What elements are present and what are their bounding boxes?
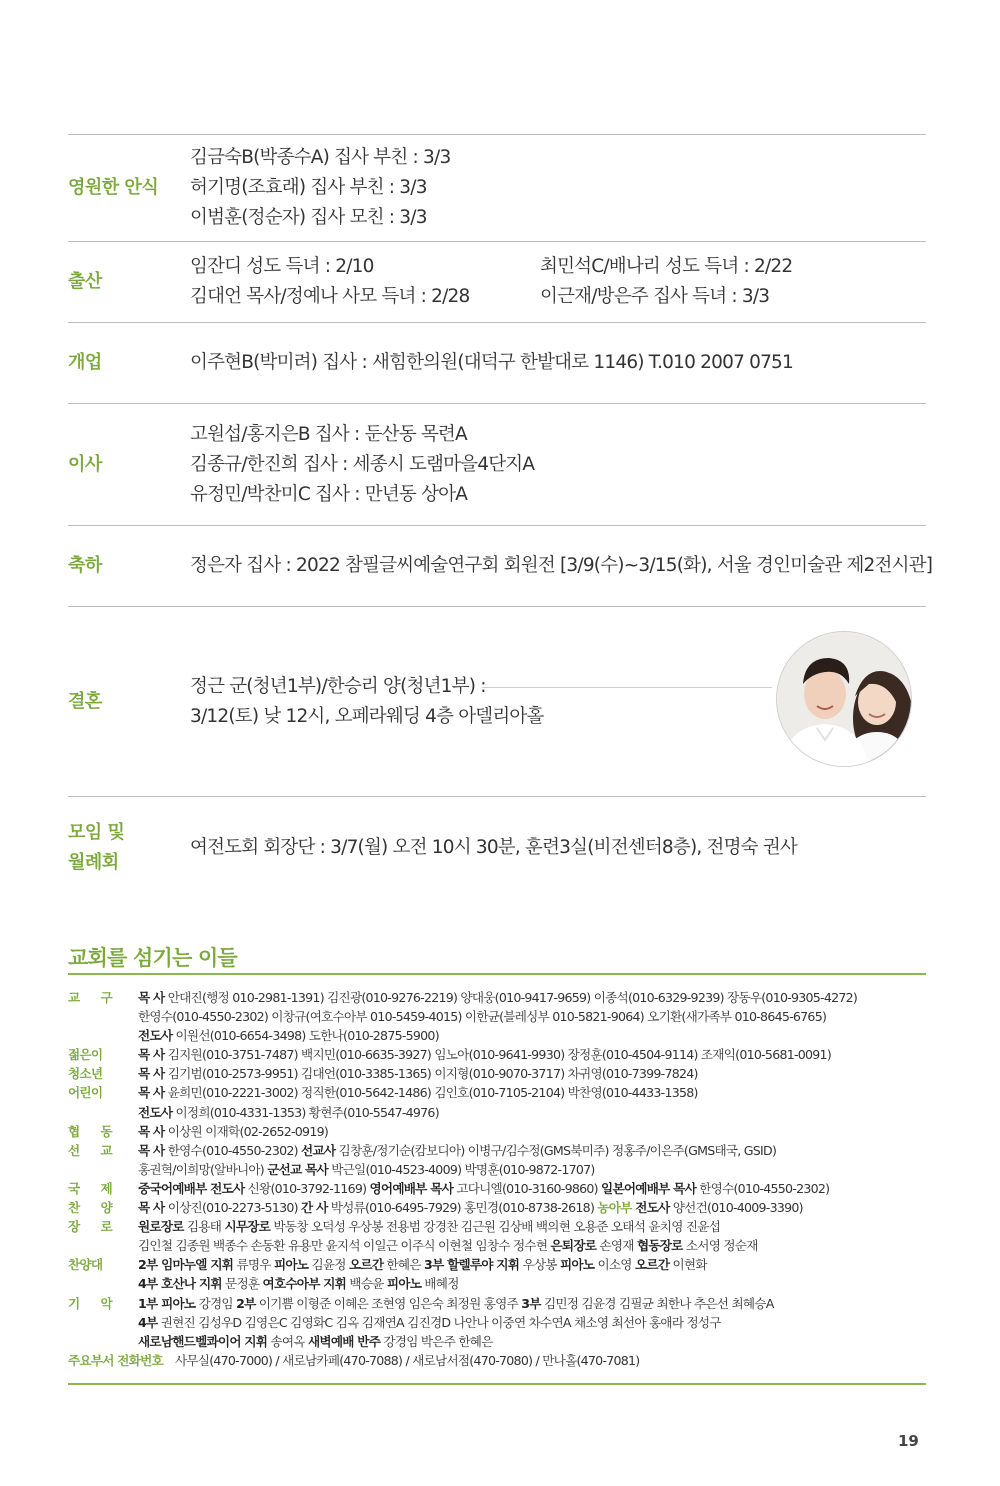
directory-row-coop xyxy=(68,1122,928,1141)
category-label: 축하 xyxy=(68,555,102,576)
category-label: 이사 xyxy=(68,453,102,475)
role-title: 목 사 xyxy=(138,1085,165,1101)
role-title: 군선교 목사 xyxy=(267,1161,328,1177)
staff-list: 강경임 xyxy=(195,1295,237,1311)
staff-list: 이기쁨 이형준 이혜은 조현영 임은숙 최정원 홍영주 xyxy=(255,1295,522,1311)
news-body xyxy=(190,143,926,233)
news-line: 정근 군(청년1부)/한승리 양(청년1부) : xyxy=(190,675,486,697)
staff-list: 이원선(010-6654-3498) 도한나(010-2875-5900) xyxy=(172,1028,439,1044)
directory-label: 장 로 xyxy=(68,1219,121,1235)
directory-label: 어린이 xyxy=(68,1085,103,1101)
directory-content xyxy=(138,1198,928,1217)
news-row-opening xyxy=(68,323,926,404)
page-number: 19 xyxy=(898,1432,919,1450)
news-body xyxy=(190,252,926,312)
news-line: 여전도회 회장단 : 3/7(월) 오전 10시 30분, 훈련3실(비전센터8층), 전명숙 권사 xyxy=(190,837,797,858)
role-title: 4부 호산나 지휘 xyxy=(138,1276,222,1292)
directory-label: 선 교 xyxy=(68,1142,121,1158)
staff-list: 박동창 오덕성 우상봉 전용범 강경찬 김근원 김상배 백의현 오용준 오태석 윤치영 진윤섭 xyxy=(270,1219,721,1235)
role-title: 피아노 xyxy=(273,1257,309,1273)
news-column-right xyxy=(540,252,792,312)
church-news-table xyxy=(68,134,933,899)
news-line: 3/12(토) 낮 12시, 오페라웨딩 4층 아델리아홀 xyxy=(190,705,544,727)
category-label xyxy=(68,818,190,878)
staff-list: 김민정 김윤경 김필균 최한나 추은선 최혜승A xyxy=(540,1295,774,1311)
staff-list: 김기범(010-2573-9951) 김대언(010-3385-1365) 이지형(010-9070-3717) 차귀영(010-7399-7824) xyxy=(164,1066,698,1082)
staff-list: 한영수(010-4550-2302) xyxy=(696,1180,830,1196)
category-label-line: 월례회 xyxy=(68,852,119,873)
directory-row-instruments xyxy=(68,1294,928,1351)
directory-content xyxy=(138,988,928,1045)
directory-label: 주요부서 전화번호 xyxy=(68,1352,163,1368)
role-title: 협동장로 xyxy=(636,1238,683,1254)
role-title: 원로장로 xyxy=(138,1219,184,1235)
directory-content xyxy=(138,1083,928,1121)
role-title: 오르간 xyxy=(348,1257,384,1273)
directory-row-teen xyxy=(68,1064,928,1083)
directory-label: 젊은이 xyxy=(68,1047,103,1063)
directory-label: 협 동 xyxy=(68,1123,121,1139)
role-title: 4부 xyxy=(138,1314,158,1330)
directory-row-elders xyxy=(68,1217,928,1255)
directory-row-choir xyxy=(68,1255,928,1293)
directory-row-praise xyxy=(68,1198,928,1217)
role-title: 피아노 xyxy=(559,1257,595,1273)
role-title: 목 사 xyxy=(138,990,165,1005)
directory-label: 기 악 xyxy=(68,1295,121,1311)
section-rule xyxy=(68,1383,926,1385)
role-title: 여호수아부 지휘 xyxy=(262,1276,347,1292)
role-title: 2부 임마누엘 지휘 xyxy=(138,1257,234,1273)
phone-list: 사무실(470-7000) / 새로남카페(470-7088) / 새로남서점(470-7080) / 만나홀(470-7081) xyxy=(174,1352,640,1368)
news-column-left xyxy=(190,252,540,312)
directory-content xyxy=(68,1351,928,1370)
role-title: 새로남핸드벨콰이어 지휘 xyxy=(138,1333,268,1349)
staff-list: 손영재 xyxy=(596,1238,637,1254)
staff-list: 소서영 정순재 xyxy=(682,1238,758,1254)
category-label-line: 모임 및 xyxy=(68,822,125,843)
staff-list: 이상진(010-2273-5130) xyxy=(164,1200,302,1216)
news-row-congrats xyxy=(68,526,933,607)
staff-list: 김용태 xyxy=(183,1219,225,1235)
news-body xyxy=(190,420,926,510)
role-title: 새벽예배 반주 xyxy=(307,1333,381,1349)
role-title: 3부 할렐루야 지휘 xyxy=(424,1257,520,1273)
staff-list: 권현진 김성우D 김영은C 김영화C 김옥 김재연A 김진경D 나안나 이중연 차수연A 채소영 최선아 홍애라 정성구 xyxy=(157,1314,721,1330)
news-body xyxy=(190,348,926,378)
directory-row-youth xyxy=(68,1045,928,1064)
staff-list: 양선건(010-4009-3390) xyxy=(669,1200,803,1216)
directory-label: 교 구 xyxy=(68,990,121,1005)
staff-list: 류명우 xyxy=(233,1257,274,1273)
directory-row-mission xyxy=(68,1141,928,1179)
role-title: 전도사 xyxy=(138,1104,173,1120)
news-row-wedding xyxy=(68,607,926,797)
role-title: 은퇴장로 xyxy=(550,1238,597,1254)
staff-list: 백승윤 xyxy=(346,1276,387,1292)
directory-label: 국 제 xyxy=(68,1180,121,1196)
staff-list: 안대진(행정 010-2981-1391) 김진광(010-9276-2219) 양대웅(010-9417-9659) 이종석(010-6329-9239) 장동우(010-9305-4272) xyxy=(164,990,858,1005)
directory-row-intl xyxy=(68,1179,928,1198)
department-name: 농아부 xyxy=(597,1200,632,1216)
role-title: 목 사 xyxy=(138,1066,165,1082)
category-label: 영원한 안식 xyxy=(68,177,159,198)
category-label: 개업 xyxy=(68,352,102,373)
directory-content xyxy=(138,1141,928,1179)
news-line: 김대언 목사/정예나 사모 득녀 : 2/28 xyxy=(190,286,470,307)
role-title: 목 사 xyxy=(138,1123,165,1139)
staff-list: 김창훈/정기순(캄보디아) 이병구/김수정(GMS북미주) 정홍주/이은주(GMS태국, GSID) xyxy=(335,1142,777,1158)
role-title: 전도사 xyxy=(631,1200,670,1216)
role-title: 1부 피아노 xyxy=(138,1295,196,1311)
staff-list: 배혜정 xyxy=(421,1276,459,1292)
directory-label: 청소년 xyxy=(68,1066,103,1082)
staff-list: 한영수(010-4550-2302) xyxy=(164,1142,302,1158)
directory-row-children xyxy=(68,1083,928,1121)
staff-list: 이현화 xyxy=(669,1257,707,1273)
role-title: 중국어예배부 전도사 xyxy=(138,1180,245,1196)
staff-list: 우상봉 xyxy=(519,1257,560,1273)
news-body xyxy=(190,833,926,863)
role-title: 간 사 xyxy=(301,1200,328,1216)
role-title: 목 사 xyxy=(138,1200,165,1216)
staff-list: 송여옥 xyxy=(267,1333,308,1349)
news-row-birth xyxy=(68,242,926,323)
directory-content xyxy=(138,1045,928,1064)
news-line: 이범훈(정순자) 집사 모친 : 3/3 xyxy=(190,207,427,228)
wedding-couple-photo xyxy=(776,631,912,767)
news-line: 김금숙B(박종수A) 집사 부친 : 3/3 xyxy=(190,147,451,168)
category-label: 출산 xyxy=(68,271,102,292)
staff-list: 이소영 xyxy=(594,1257,635,1273)
staff-list: 김인철 김종원 백종수 손동환 유용만 윤지석 이일근 이주식 이현철 임창수 정수현 xyxy=(138,1238,551,1254)
news-line: 이근재/방은주 집사 득녀 : 3/3 xyxy=(540,286,770,307)
news-line: 정은자 집사 : 2022 참필글씨예술연구회 회원전 [3/9(수)~3/15(화), 서울 경인미술관 제2전시관] xyxy=(190,555,933,576)
directory-row-gyogu xyxy=(68,988,928,1045)
role-title: 2부 xyxy=(236,1295,256,1311)
directory-row-phones xyxy=(68,1351,928,1370)
divider xyxy=(482,687,772,688)
staff-list: 윤희민(010-2221-3002) 정직한(010-5642-1486) 김인호(010-7105-2104) 박찬영(010-4433-1358) xyxy=(164,1085,698,1101)
role-title: 목 사 xyxy=(138,1047,165,1063)
role-title: 영어예배부 목사 xyxy=(369,1180,454,1196)
staff-list: 김윤정 xyxy=(308,1257,349,1273)
news-body xyxy=(190,551,932,581)
role-title: 선교사 xyxy=(301,1142,336,1158)
role-title: 일본어예배부 목사 xyxy=(601,1180,697,1196)
staff-list: 김지원(010-3751-7487) 백지민(010-6635-3927) 임노아(010-9641-9930) 장정훈(010-4504-9114) 조재익(010-5681-0091) xyxy=(164,1047,831,1063)
couple-illustration xyxy=(777,632,911,766)
news-line: 최민석C/배나리 성도 득녀 : 2/22 xyxy=(540,256,793,277)
news-line: 허기명(조효래) 집사 부친 : 3/3 xyxy=(190,177,427,198)
staff-list: 이상원 이재학(02-2652-0919) xyxy=(164,1123,329,1139)
directory-content xyxy=(138,1294,928,1351)
staff-list: 이정희(010-4331-1353) 황현주(010-5547-4976) xyxy=(172,1104,439,1120)
staff-list: 한혜은 xyxy=(383,1257,424,1273)
news-line: 김종규/한진희 집사 : 세종시 도램마을4단지A xyxy=(190,453,535,475)
staff-list: 홍권혁/이희망(알바니아) xyxy=(138,1161,268,1177)
staff-list: 한영수(010-4550-2302) 이창규(여호수아부 010-5459-4015) 이한균(블레싱부 010-5821-9064) 오기환(새가족부 010-8645-6765) xyxy=(138,1009,827,1025)
staff-list: 박근일(010-4523-4009) 박명훈(010-9872-1707) xyxy=(327,1161,595,1177)
section-rule xyxy=(68,973,926,975)
directory-content xyxy=(138,1122,928,1141)
directory-content xyxy=(138,1179,928,1198)
role-title: 전도사 xyxy=(138,1028,173,1044)
directory-label: 찬양대 xyxy=(68,1257,103,1273)
directory-content xyxy=(138,1255,928,1293)
directory-content xyxy=(138,1064,928,1083)
staff-list: 박성류(010-6495-7929) 홍민경(010-8738-2618) xyxy=(327,1200,598,1216)
news-line: 유정민/박찬미C 집사 : 만년동 상아A xyxy=(190,483,468,505)
role-title: 목 사 xyxy=(138,1142,165,1158)
role-title: 피아노 xyxy=(386,1276,422,1292)
staff-list: 고다니엘(010-3160-9860) xyxy=(453,1180,602,1196)
role-title: 시무장로 xyxy=(224,1219,271,1235)
directory-label: 찬 양 xyxy=(68,1200,121,1216)
role-title: 3부 xyxy=(521,1295,541,1311)
news-line: 이주현B(박미려) 집사 : 새힘한의원(대덕구 한밭대로 1146) T.010 2007 0751 xyxy=(190,352,794,373)
section-title: 교회를 섬기는 이들 xyxy=(68,946,237,970)
news-row-meeting xyxy=(68,797,926,899)
news-row-moving xyxy=(68,404,926,526)
directory-content xyxy=(138,1217,928,1255)
category-label: 결혼 xyxy=(68,690,102,712)
news-line: 임잔디 성도 득녀 : 2/10 xyxy=(190,256,374,277)
staff-list: 신왕(010-3792-1169) xyxy=(244,1180,370,1196)
staff-directory xyxy=(68,988,928,1370)
staff-list: 강경임 박은주 한혜은 xyxy=(380,1333,493,1349)
role-title: 오르간 xyxy=(634,1257,670,1273)
news-line: 고원섭/홍지은B 집사 : 둔산동 목련A xyxy=(190,423,467,445)
news-row-sympathy xyxy=(68,135,926,242)
staff-list: 문정훈 xyxy=(221,1276,263,1292)
